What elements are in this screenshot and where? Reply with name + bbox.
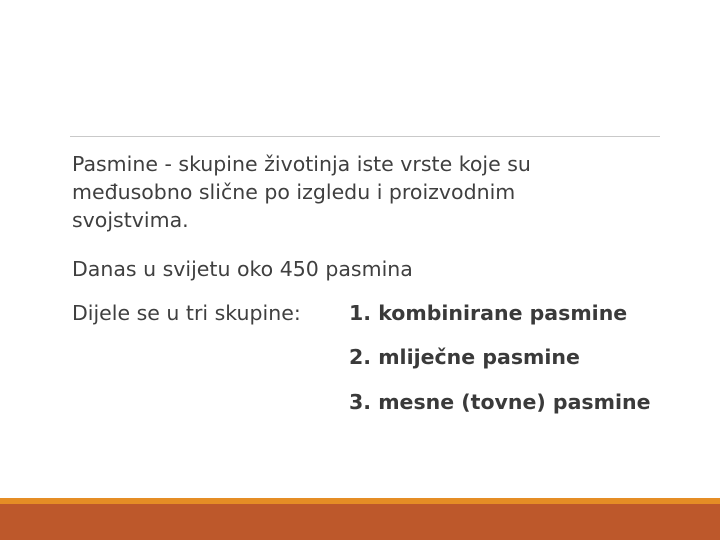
divider-line <box>70 136 660 137</box>
definition-line-2: međusobno slične po izgledu i proizvodnim <box>72 180 516 204</box>
group-item-dairy: 2. mliječne pasmine <box>349 345 580 369</box>
definition-line-3: svojstvima. <box>72 208 189 232</box>
group-item-combined: 1. kombinirane pasmine <box>349 301 628 325</box>
definition-paragraph <box>72 150 531 234</box>
breed-count-text: Danas u svijetu oko 450 pasmina <box>72 257 413 281</box>
definition-line-1: Pasmine - skupine životinja iste vrste koje su <box>72 152 531 176</box>
groups-intro-text: Dijele se u tri skupine: <box>72 301 301 325</box>
footer-bar <box>0 504 720 540</box>
group-item-meat: 3. mesne (tovne) pasmine <box>349 390 651 414</box>
